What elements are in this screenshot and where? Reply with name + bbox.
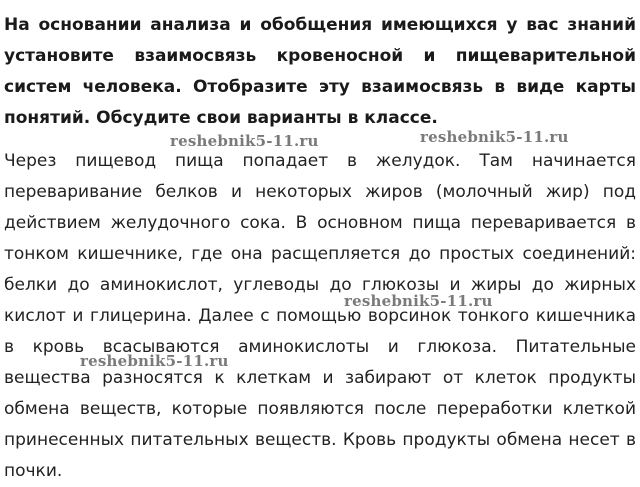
watermark: reshebnik5-11.ru [344,292,493,310]
watermark: reshebnik5-11.ru [80,352,229,370]
task-question: На основании анализа и обобщения имеющихся у вас знаний установите взаимосвязь кровеносной и пищеварительной систем человека. Отобразите эту взаимосвязь в виде карты понятий. Обсудите свои варианты в классе. [4,15,636,128]
watermark: reshebnik5-11.ru [420,128,569,146]
answer-paragraph: Через пищевод пища попадает в желудок. Там начинается переваривание белков и некоторых жиров (молочный жир) под действием желудочного сока. В основном пища переваривается в тонком кишечнике, где она расщепляется до простых соединений: белки до аминокислот, углеводы до глюкозы и жиры до жирных кислот и глицерина. Далее с помощью ворсинок тонкого кишечника в кровь всасываются аминокислоты и глюкоза. Питательные вещества разносятся к клеткам и забирают от клеток продукты обмена веществ, которые появляются после переработки клеткой принесенных питательных веществ. Кровь продукты обмена несет в почки. [4,151,636,481]
watermark: reshebnik5-11.ru [170,132,319,150]
